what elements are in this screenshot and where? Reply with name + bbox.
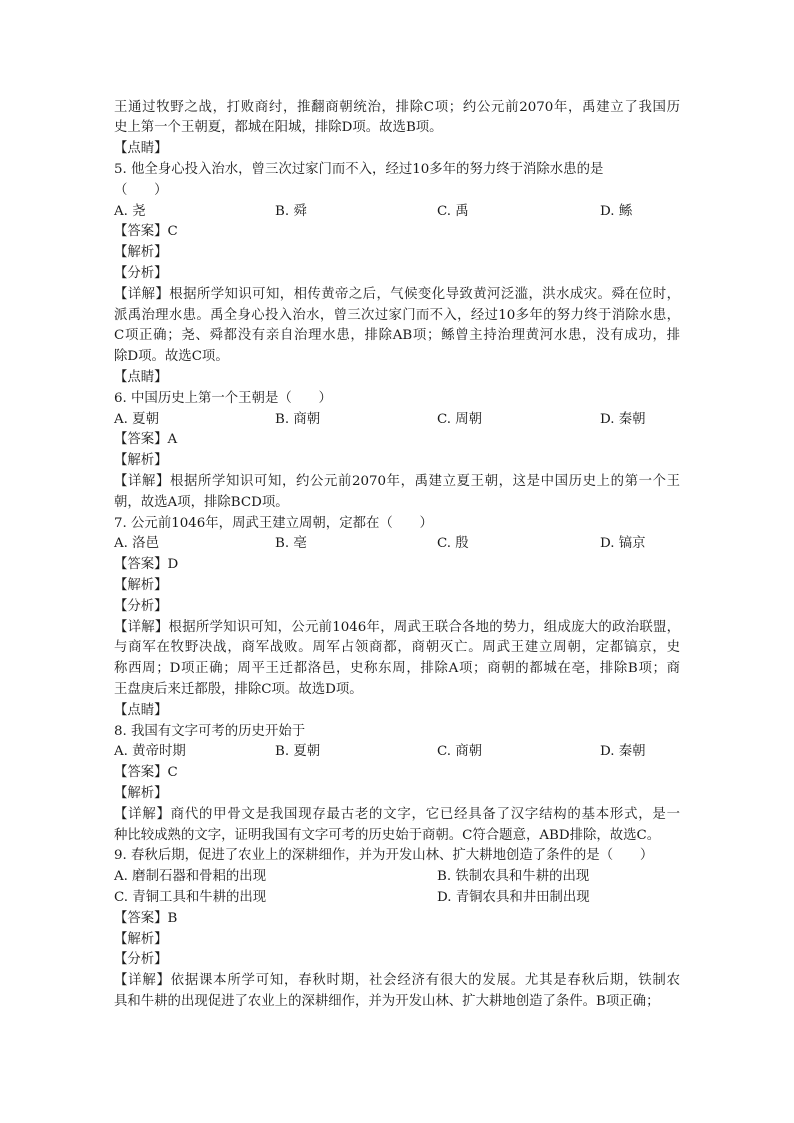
body-text-line: 种比较成熟的文字，证明我国有文字可考的历史始于商朝。C符合题意，ABD排除，故选C。 — [114, 827, 661, 843]
body-text-line: 称西周；D项正确；周平王迁都洛邑，史称东周，排除A项；商朝的都城在亳，排除B项；商 — [114, 661, 680, 677]
answer-option: C. 殷 — [437, 536, 469, 552]
answer-option: D. 镐京 — [600, 536, 646, 552]
section-tag: 【答案】D — [114, 557, 179, 573]
section-tag: 【答案】C — [114, 224, 178, 240]
body-text-line: 除D项。故选C项。 — [114, 349, 229, 365]
section-tag: 【分析】 — [114, 265, 168, 281]
answer-option: C. 周朝 — [437, 411, 483, 427]
answer-option: B. 铁制农具和牛耕的出现 — [437, 869, 590, 885]
section-tag: 【分析】 — [114, 952, 168, 968]
body-text-line: 【详解】根据所学知识可知，约公元前2070年，禹建立夏王朝，这是中国历史上的第一个王 — [114, 473, 680, 489]
body-text-line: 【详解】根据所学知识可知，公元前1046年，周武王联合各地的势力，组成庞大的政治联盟， — [114, 619, 680, 635]
answer-option: B. 商朝 — [275, 411, 321, 427]
body-text-line: 【详解】根据所学知识可知，相传黄帝之后，气候变化导致黄河泛滥，洪水成灾。舜在位时， — [114, 286, 680, 302]
question-text: 8. 我国有文字可考的历史开始于 — [114, 723, 306, 739]
body-text-line: 【详解】依据课本所学可知，春秋时期，社会经济有很大的发展。尤其是春秋后期，铁制农 — [114, 973, 680, 989]
section-tag: 【解析】 — [114, 577, 168, 593]
answer-option: C. 商朝 — [437, 744, 483, 760]
section-tag: 【解析】 — [114, 931, 168, 947]
answer-option: D. 鲧 — [600, 203, 633, 219]
answer-option: C. 禹 — [437, 203, 469, 219]
answer-option: C. 青铜工具和牛耕的出现 — [114, 889, 267, 905]
section-tag: 【点睛】 — [114, 702, 168, 718]
answer-option: B. 夏朝 — [275, 744, 321, 760]
question-text: 6. 中国历史上第一个王朝是（ ） — [114, 390, 332, 406]
body-text-line: 朝，故选A项，排除BCD项。 — [114, 494, 289, 510]
question-text: （ ） — [114, 182, 168, 198]
body-text-line: 与商军在牧野决战，商军战败。周军占领商都，商朝灭亡。周武王建立周朝，定都镐京，史 — [114, 640, 680, 656]
section-tag: 【解析】 — [114, 453, 168, 469]
section-tag: 【点睛】 — [114, 141, 168, 157]
body-text-line: 王通过牧野之战，打败商纣，推翻商朝统治，排除C项；约公元前2070年，禹建立了我国历 — [114, 99, 680, 115]
section-tag: 【答案】A — [114, 432, 178, 448]
answer-option: A. 洛邑 — [114, 536, 159, 552]
question-text: 7. 公元前1046年，周武王建立周朝，定都在（ ） — [114, 515, 433, 531]
section-tag: 【分析】 — [114, 598, 168, 614]
question-text: 5. 他全身心投入治水，曾三次过家门而不入，经过10多年的努力终于消除水患的是 — [114, 161, 604, 177]
body-text-line: 史上第一个王朝夏，都城在阳城，排除D项。故选B项。 — [114, 120, 443, 136]
answer-option: A. 黄帝时期 — [114, 744, 186, 760]
section-tag: 【点睛】 — [114, 369, 168, 385]
body-text-line: 派禹治理水患。禹全身心投入治水，曾三次过家门而不入，经过10多年的努力终于消除水患， — [114, 307, 680, 323]
answer-option: B. 舜 — [275, 203, 307, 219]
answer-option: D. 秦朝 — [600, 744, 646, 760]
question-text: 9. 春秋后期，促进了农业上的深耕细作，并为开发山林、扩大耕地创造了条件的是（ ） — [114, 848, 654, 864]
answer-option: A. 尧 — [114, 203, 146, 219]
section-tag: 【解析】 — [114, 245, 168, 261]
answer-option: D. 秦朝 — [600, 411, 646, 427]
body-text-line: 王盘庚后来迁都殷，排除C项。故选D项。 — [114, 681, 363, 697]
section-tag: 【答案】B — [114, 910, 178, 926]
body-text-line: 具和牛耕的出现促进了农业上的深耕细作，并为开发山林、扩大耕地创造了条件。B项正确； — [114, 993, 660, 1009]
answer-option: A. 夏朝 — [114, 411, 159, 427]
section-tag: 【解析】 — [114, 785, 168, 801]
section-tag: 【答案】C — [114, 765, 178, 781]
answer-option: B. 亳 — [275, 536, 307, 552]
answer-option: A. 磨制石器和骨耜的出现 — [114, 869, 267, 885]
body-text-line: C项正确；尧、舜都没有亲自治理水患，排除AB项；鲧曾主持治理黄河水患，没有成功，排 — [114, 328, 680, 344]
body-text-line: 【详解】商代的甲骨文是我国现存最古老的文字，它已经具备了汉字结构的基本形式，是一 — [114, 806, 680, 822]
answer-option: D. 青铜农具和井田制出现 — [437, 889, 590, 905]
